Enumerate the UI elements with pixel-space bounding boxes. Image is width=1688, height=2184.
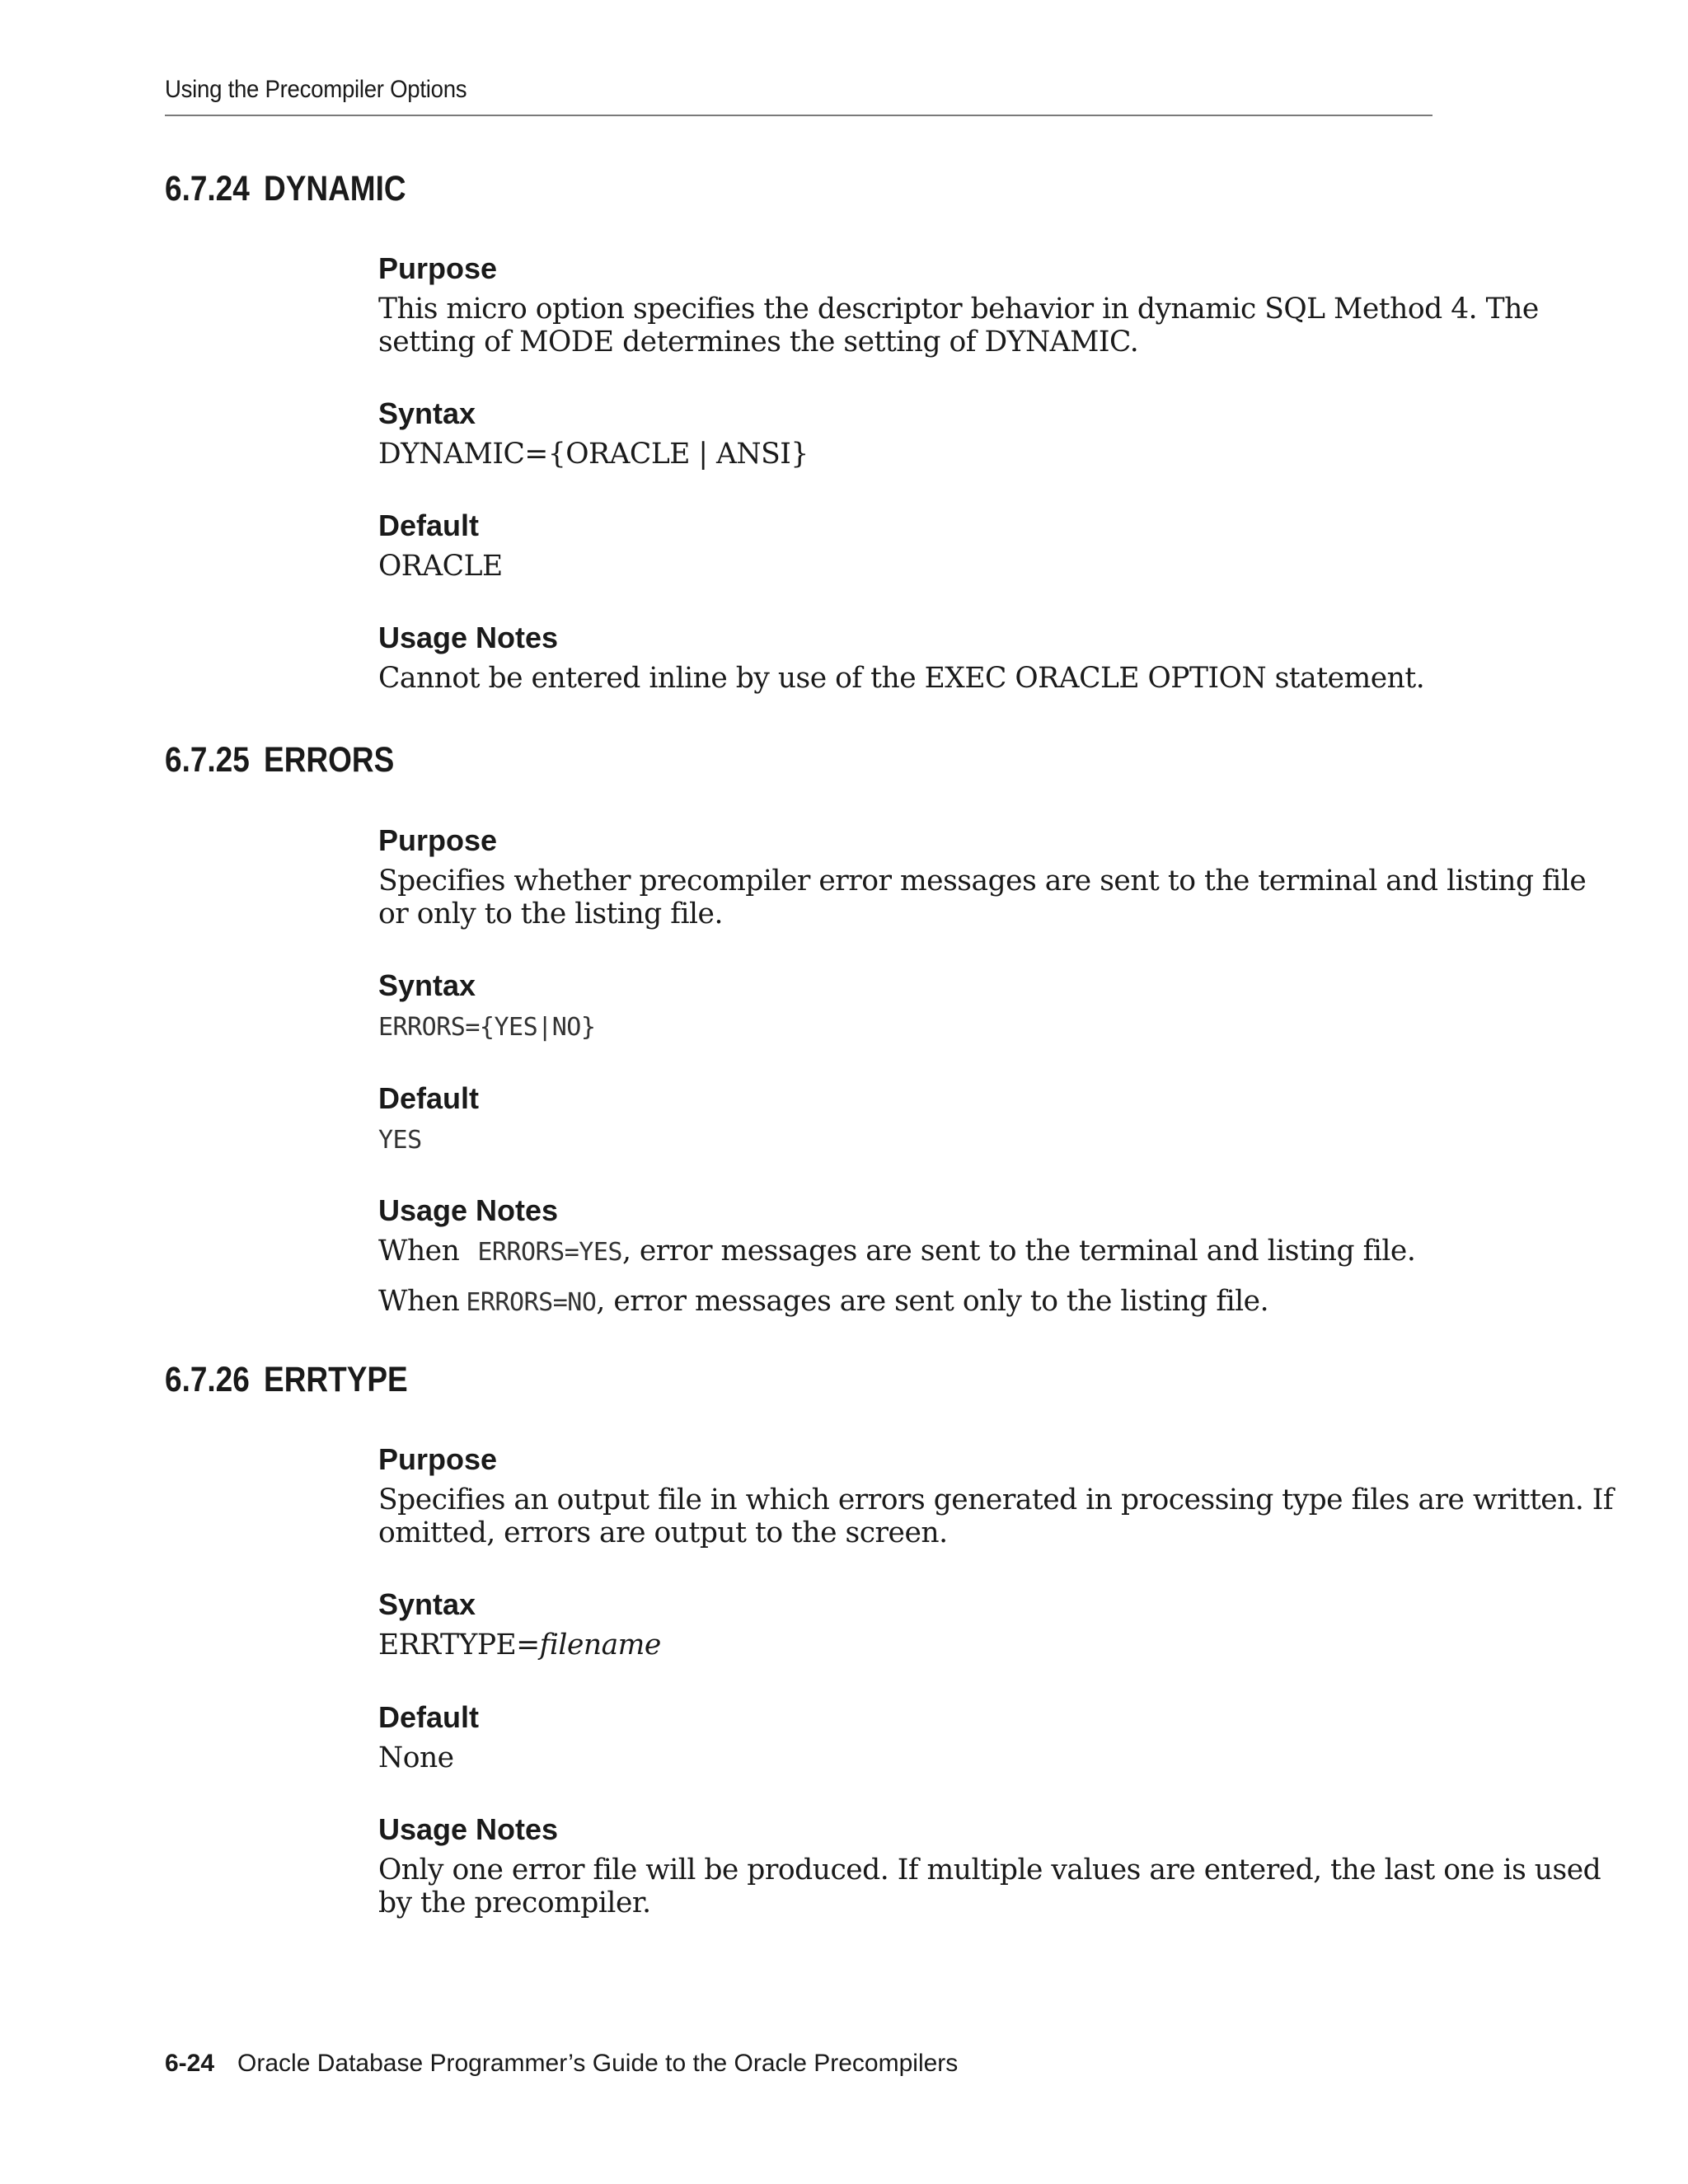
usage-notes-heading: Usage Notes xyxy=(378,1812,559,1846)
purpose-text: This micro option specifies the descriptor behavior in dynamic SQL Method 4. The setting of MODE determines the setting of DYNAMIC. xyxy=(378,293,1539,359)
syntax-text: ERRTYPE=filename xyxy=(378,1629,661,1661)
purpose-text: Specifies an output file in which errors generated in processing type files are written. If omitted, errors are output to the screen. xyxy=(378,1483,1614,1549)
purpose-heading: Purpose xyxy=(378,823,498,857)
syntax-text: DYNAMIC={ORACLE | ANSI} xyxy=(378,438,809,471)
default-heading: Default xyxy=(378,1700,480,1734)
book-title: Oracle Database Programmer’s Guide to the Oracle Precompilers xyxy=(237,2050,959,2077)
section-number: 6.7.25 xyxy=(165,740,250,780)
syntax-param: filename xyxy=(539,1629,661,1661)
section-number: 6.7.26 xyxy=(165,1360,250,1399)
default-value xyxy=(378,1122,1450,1157)
usage-notes-text: When ERRORS=NO, error messages are sent only to the listing file. xyxy=(378,1285,1269,1318)
syntax-code: ERRORS={YES|NO} xyxy=(378,1013,596,1042)
default-value: None xyxy=(378,1741,454,1774)
default-code: YES xyxy=(378,1126,422,1155)
default-heading: Default xyxy=(378,1081,480,1115)
inline-code: ERRORS=YES xyxy=(477,1238,622,1267)
header-rule xyxy=(165,115,1432,116)
purpose-heading: Purpose xyxy=(378,251,498,285)
usage-notes-heading: Usage Notes xyxy=(378,621,559,654)
purpose-heading: Purpose xyxy=(378,1442,498,1476)
usage-notes-heading: Usage Notes xyxy=(378,1193,559,1227)
usage-notes-text: Only one error file will be produced. If multiple values are entered, the last one is used by the precompiler. xyxy=(378,1854,1601,1919)
page-footer xyxy=(165,2050,958,2078)
default-heading: Default xyxy=(378,509,480,542)
inline-code: ERRORS=NO xyxy=(466,1288,597,1317)
section-name: DYNAMIC xyxy=(264,169,406,209)
section-title-errors xyxy=(165,740,394,780)
syntax-heading: Syntax xyxy=(378,968,476,1002)
default-value: ORACLE xyxy=(378,550,503,583)
syntax-heading: Syntax xyxy=(378,396,476,430)
section-number: 6.7.24 xyxy=(165,169,250,209)
section-name: ERRORS xyxy=(264,740,395,780)
running-header: Using the Precompiler Options xyxy=(165,76,467,103)
section-title-dynamic xyxy=(165,169,406,209)
page-number: 6-24 xyxy=(165,2050,215,2077)
section-title-errtype xyxy=(165,1360,408,1400)
section-name: ERRTYPE xyxy=(264,1360,408,1399)
syntax-heading: Syntax xyxy=(378,1587,476,1621)
purpose-text: Specifies whether precompiler error messages are sent to the terminal and listing file or only to the listing file. xyxy=(378,865,1587,930)
syntax-text xyxy=(378,1010,1450,1044)
usage-notes-text: Cannot be entered inline by use of the EXEC ORACLE OPTION statement. xyxy=(378,662,1425,695)
usage-notes-text: When ERRORS=YES, error messages are sent to the terminal and listing file. xyxy=(378,1235,1416,1268)
